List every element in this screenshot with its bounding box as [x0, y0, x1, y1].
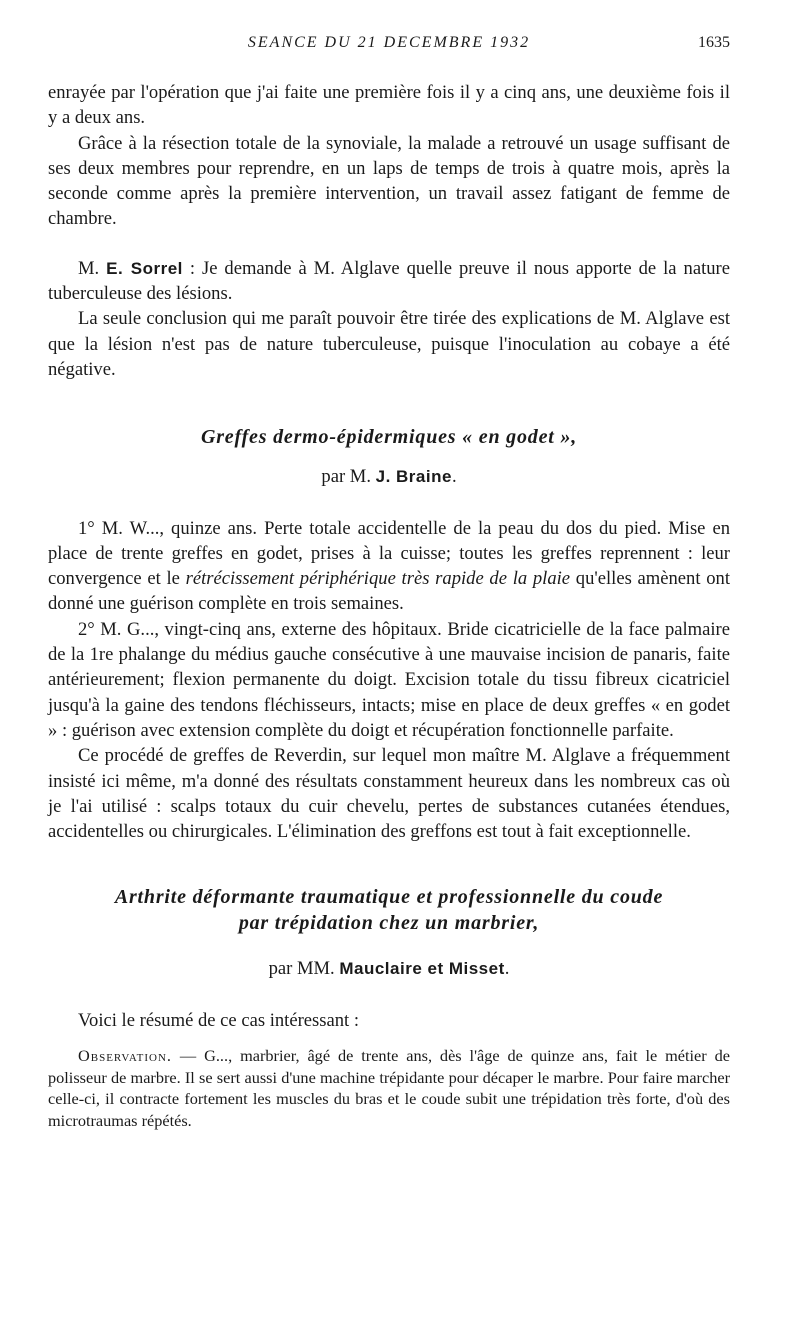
- byline-mauclaire: [48, 956, 730, 981]
- section-title-greffes: Greffes dermo-épidermiques « en godet »,: [200, 426, 578, 449]
- byline2-suffix: .: [504, 958, 510, 980]
- paragraph-resection: Grâce à la résection totale de la synoviale, la malade a retrouvé un usage suffisant de ses deux membres pour reprendre, en un laps de temps de trois à quatre mois, après la seconde comme après la première intervention, un travail assez fatigant de femme de chambre.: [48, 132, 730, 230]
- page: [48, 34, 730, 1131]
- running-title: SEANCE DU 21 DECEMBRE 1932: [247, 34, 531, 51]
- byline-suffix: .: [451, 466, 457, 488]
- byline-author: J. Braine: [375, 467, 452, 487]
- page-body: [48, 80, 730, 1131]
- observation-label: Observation.: [78, 1046, 172, 1066]
- paragraph-observation: [48, 1045, 730, 1131]
- case1-italic: rétrécissement périphérique très rapide de la plaie: [185, 568, 571, 590]
- paragraph-sorrel: [48, 256, 730, 307]
- paragraph-reverdin: Ce procédé de greffes de Reverdin, sur lequel mon maître M. Alglave a fréquemment insisté ici même, m'a donné des résultats constamment heureux dans les nombreux cas où je l'ai utilisé : scalps totaux du cuir chevelu, pertes de substances cutanées étendues, accidentelles ou chirurgicales. L'élimination des greffons est tout à fait exceptionnelle.: [48, 745, 730, 843]
- speaker-text: : Je demande à M. Alglave quelle preuve il nous apporte de la nature tuberculeuse des lésions.: [48, 257, 730, 305]
- paragraph-conclusion: La seule conclusion qui me paraît pouvoir être tirée des explications de M. Alglave est que la lésion n'est pas de nature tuberculeuse, puisque l'inoculation au cobaye a été négative.: [48, 308, 730, 380]
- byline-prefix: par M.: [321, 466, 376, 488]
- paragraph-case-2: 2° M. G..., vingt-cinq ans, externe des hôpitaux. Bride cicatricielle de la face palmaire de la 1re phalange du médius gauche consécutive à une mauvaise incision de panaris, faite antérieurement; flexion permanente du doigt. Excision totale du tissu fibreux cicatriciel jusqu'à la gaine des tendons fléchisseurs, intacts; mise en place de deux greffes « en godet » : guérison avec extension complète du doigt et récupération fonctionnelle parfaite.: [48, 618, 730, 741]
- byline2-authors: Mauclaire et Misset: [339, 959, 505, 979]
- paragraph-case-1: [48, 516, 730, 617]
- observation-text: — G..., marbrier, âgé de trente ans, dès l'âge de quinze ans, fait le métier de polisseur de marbre. Il se sert aussi d'une machine trépidante pour décaper le marbre. Pour faire marcher celle-ci, il contracte fortement les muscles du bras et le coude subit une trépidation très forte, d'où des microtraumas répétés.: [48, 1046, 730, 1130]
- byline-braine: [48, 464, 730, 489]
- section-title-arthrite-1: Arthrite déformante traumatique et professionnelle du coude: [114, 886, 664, 909]
- section-title-arthrite-2: par trépidation chez un marbrier,: [238, 912, 540, 935]
- case1-text-b: qu'elles amènent ont donné une guérison complète en trois semaines.: [48, 568, 731, 615]
- speaker-prefix: M.: [78, 257, 107, 279]
- case1-text-a: 1° M. W..., quinze ans. Perte totale accidentelle de la peau du dos du pied. Mise en place de trente greffes en godet, prises à la cuisse; toutes les greffes reprennent : leur convergence et le: [48, 517, 730, 590]
- paragraph-intro: Voici le résumé de ce cas intéressant :: [78, 1009, 360, 1031]
- paragraph-continuation: enrayée par l'opération que j'ai faite une première fois il y a cinq ans, une deuxième fois il y a deux ans.: [48, 82, 730, 129]
- speaker-name: E. Sorrel: [106, 258, 183, 278]
- page-number: 1635: [698, 34, 730, 51]
- running-head: [48, 34, 730, 58]
- byline2-prefix: par MM.: [268, 958, 340, 980]
